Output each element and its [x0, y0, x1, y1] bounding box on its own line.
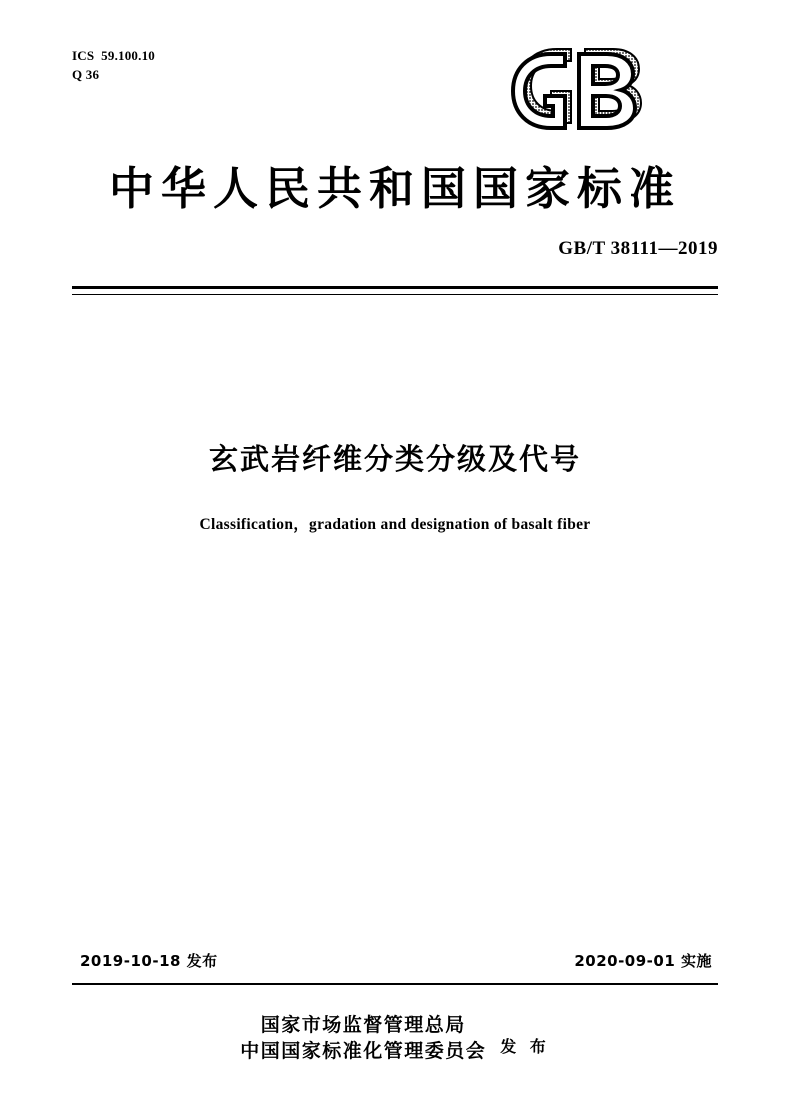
issuer-verb: 发 布: [500, 1036, 550, 1056]
issuer-organizations: [240, 1012, 486, 1064]
divider-thin: [72, 294, 718, 295]
divider-bottom: [72, 983, 718, 985]
issue-date: 2019-10-18 发布: [80, 952, 218, 970]
document-title-chinese: 玄武岩纤维分类分级及代号: [208, 442, 581, 476]
standard-number: GB/T 38111—2019: [558, 238, 718, 259]
authority-title: 中华人民共和国国家标准: [108, 162, 681, 215]
divider-thick: [72, 286, 718, 289]
gb-emblem-icon: [505, 48, 685, 134]
issuer-line-1: 国家市场监督管理总局: [260, 1014, 466, 1036]
issuer-block: [0, 1012, 790, 1064]
ccs-code: Q 36: [72, 67, 100, 82]
effective-date: 2020-09-01 实施: [574, 952, 712, 970]
ics-code: ICS 59.100.10: [72, 48, 155, 63]
classification-codes: [72, 46, 155, 84]
issuer-line-2: 中国国家标准化管理委员会: [240, 1040, 487, 1062]
document-title-english: Classification，gradation and designation of basalt fiber: [199, 516, 591, 533]
